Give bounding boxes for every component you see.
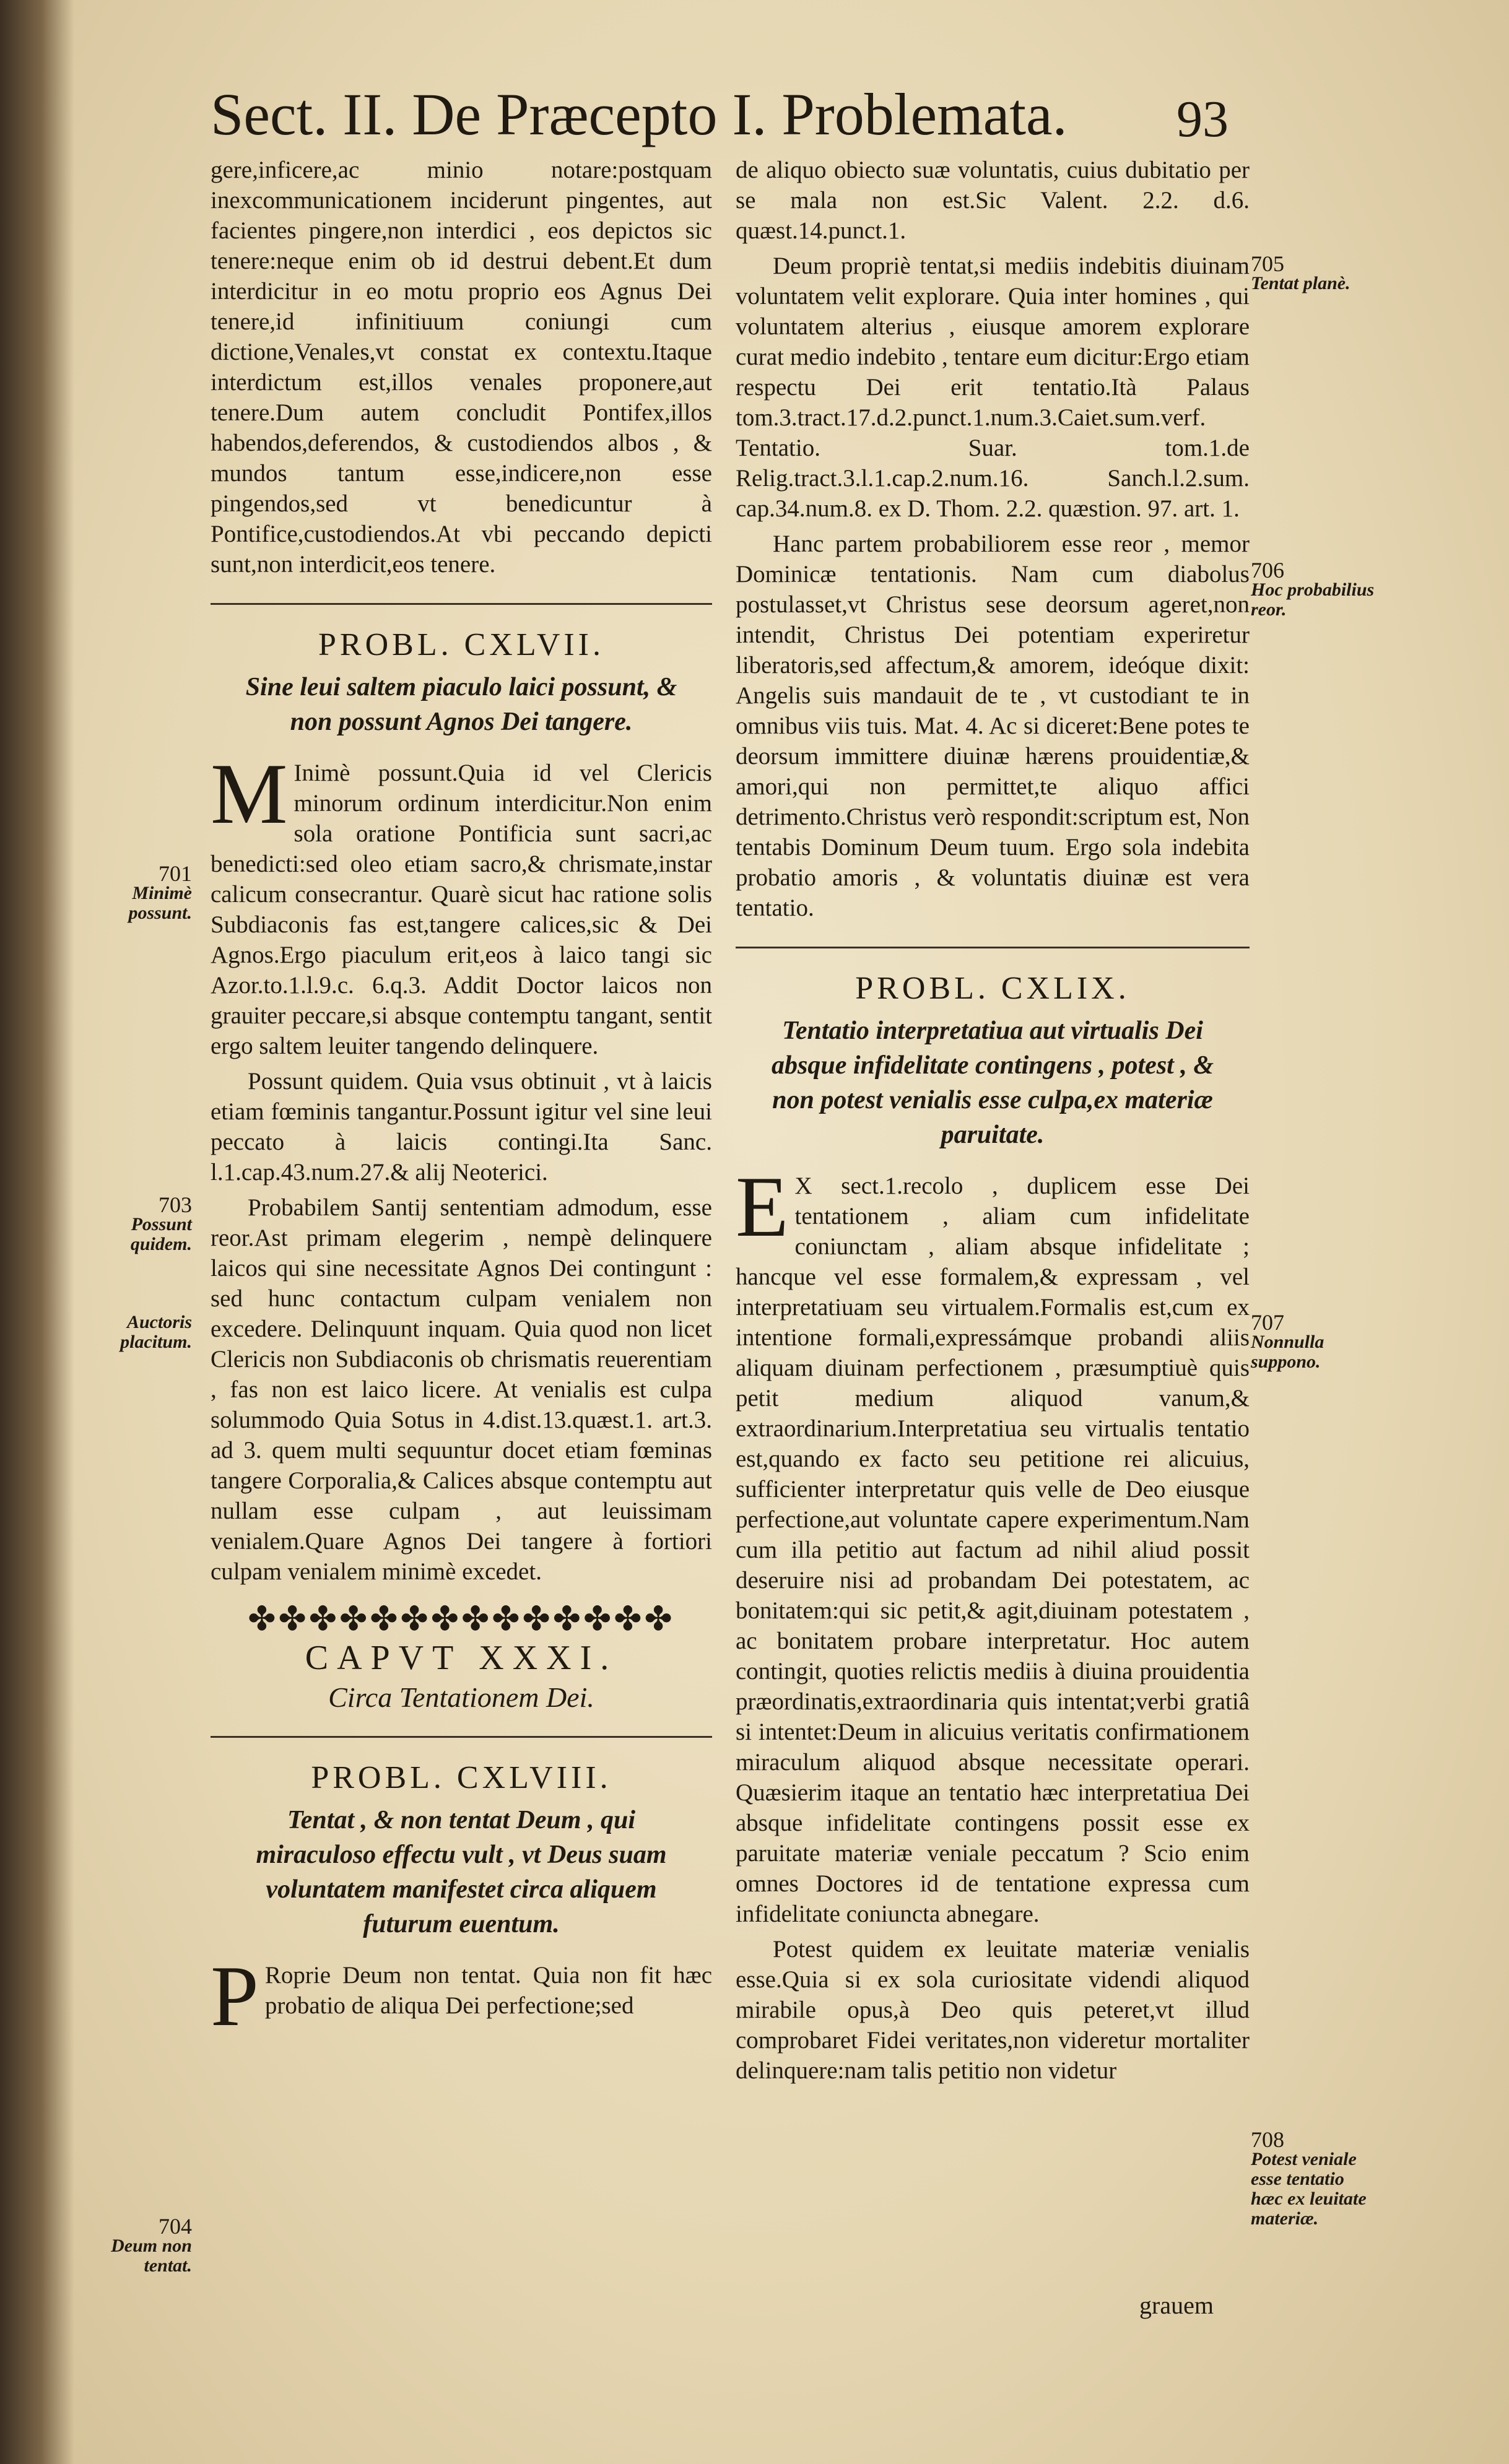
problem-statement-148: Tentat , & non tentat Deum , qui miraculoso effectu vult , vt Deus suam voluntatem manifestet circa aliquem futurum euentum.: [256, 1806, 667, 1938]
margin-note-number: 701: [159, 861, 192, 886]
problem-heading-149: PROBL. CXLIX.: [855, 971, 1130, 1006]
drop-cap: M: [211, 746, 288, 842]
margin-note-text: Hoc probabilius reor.: [1251, 579, 1375, 620]
running-header: Sect. II. De Præcepto I. Problemata.: [211, 81, 1068, 147]
margin-note-number: 706: [1251, 558, 1284, 583]
paragraph: Deum propriè tentat,si mediis indebitis diuinam voluntatem velit explorare. Quia inter homines , qui voluntatem alterius , eiusque amorem explorare curat medio indebito , tentare eum dicitur:Ergo etiam respectu Dei erit tentatio.Ità Palaus tom.3.tract.17.d.2.punct.1.num.3.Caiet.sum.verf. Tentatio. Suar. tom.1.de Relig.tract.3.l.1.cap.2.num.16. Sanch.l.2.sum. cap.34.num.8. ex D. Thom. 2.2. quæstion. 97. art. 1.: [736, 253, 1250, 522]
paragraph: Potest quidem ex leuitate materiæ venialis esse.Quia si ex sola curiositate videndi aliquod mirabile opus,à Deo quis peteret,vt illud comprobaret Fidei veritates,non videretur mortaliter delinquere:nam talis petitio non videtur: [736, 1936, 1250, 2084]
section-rule: [736, 947, 1250, 948]
paragraph: [211, 1948, 712, 2044]
page-number: 93: [1176, 90, 1229, 148]
margin-note-auctoris: [68, 1312, 192, 1352]
book-spine-shadow: [0, 0, 74, 2464]
margin-note-text: Tentat planè.: [1251, 273, 1350, 293]
paragraph: [211, 746, 712, 1061]
right-column: [736, 155, 1250, 2091]
margin-note-text: Nonnulla suppono.: [1251, 1332, 1324, 1372]
section-rule: [211, 603, 712, 605]
margin-note-708: [1251, 2127, 1375, 2229]
paragraph: Possunt quidem. Quia vsus obtinuit , vt à laicis etiam fœminis tangantur.Possunt igitur vel sine leui peccato à laicis contingi.Ita Sanc. l.1.cap.43.num.27.& alij Neoterici.: [211, 1068, 712, 1186]
left-column: [211, 155, 712, 2044]
margin-note-number: 704: [159, 2214, 192, 2239]
margin-note-text: Auctoris placitum.: [120, 1312, 192, 1352]
margin-note-text: Deum non tentat.: [111, 2236, 192, 2276]
catchword: grauem: [1139, 2291, 1214, 2319]
margin-note-text: Potest veniale esse tentatio hæc ex leuitate materiæ.: [1251, 2149, 1367, 2229]
margin-note-number: 705: [1251, 251, 1284, 276]
margin-note-number: 708: [1251, 2127, 1284, 2152]
paragraph-text: X sect.1.recolo , duplicem esse Dei tentationem , aliam cum infidelitate coniunctam , aliam absque infidelitate ; hancque vel esse formalem,& expressam , vel interpretatiuam seu virtualem.Formalis est,cum ex intentione formali,expressámque probandi aliis aliquam diuinam perfectionem , præsumptiuè quis petit medium aliquod vanum,& extraordinarium.Interpretatiua seu virtualis tentatio est,quando ex facto seu petitione rei alicuius, sufficienter interpretatur quis velle de Deo eiusque perfectione,aut voluntate capere experimentum.Nam cum illa petitio aut factum ad nihil aliud possit deseruire nisi ad probandam Dei potestatem, ac bonitatem:qui sic petit,& agit,diuinam potestatem , ac bonitatem probare interpretatur. Hoc autem contingit, quoties relictis mediis à diuina prouidentia præordinatis,extraordinaria quis intentat;verbi gratiâ si intentet:Deum in alicuius veritatis confirmationem miraculum aliquod absque necessitate operari. Quæsierim itaque an tentatio hæc interpretatiua Dei absque infidelitate contingens possit esse ex paruitate materiæ veniale peccatum ? Scio enim omnes Doctores id de tentatione expressa cum infidelitate coniuncta abnegare.: [736, 1173, 1250, 1927]
paragraph: Probabilem Santij sententiam admodum, esse reor.Ast primam elegerim , nempè delinquere laicos qui sine necessitate Agnos Dei contingunt : sed hunc contactum culpam venialem non excedere. Delinquunt inquam. Quia quod non licet Clericis non Subdiaconis ob chrismatis reuerentiam , fas non est laico licere. At venialis est culpa solummodo Quia Sotus in 4.dist.13.quæst.1. art.3. ad 3. quem multi sequuntur docet etiam fœminas tangere Corporalia,& Calices absque contemptu aut nullam esse culpam , aut leuissimam venialem.Quare Agnos Dei tangere à fortiori culpam venialem minimè excedet.: [211, 1194, 712, 1585]
problem-statement-147: Sine leui saltem piaculo laici possunt, & non possunt Agnos Dei tangere.: [245, 673, 677, 736]
chapter-heading: CAPVT XXXI.: [305, 1639, 618, 1677]
drop-cap: E: [736, 1159, 789, 1255]
margin-note-706: [1251, 560, 1375, 620]
margin-note-number: 703: [159, 1192, 192, 1217]
margin-note-705: [1251, 251, 1375, 293]
paragraph: Hanc partem probabiliorem esse reor , memor Dominicæ tentationis. Nam cum diabolus postulasset,vt Christus sese deorsum ageret,non intendit, Christus Dei potentiam experiretur liberatoris,sed affectum,& amorem, ideóque dixit: Angelis suis mandauit de te , vt custodiant te in omnibus viis tuis. Mat. 4. Ac si diceret:Bene potes te deorsum immittere diuinæ hærens prouidentiæ,& amori,qui non permittet,te aliquo affici detrimento.Christus verò respondit:scriptum est, Non tentabis Dominum Deum tuum. Ergo sola indebita probatio amoris , & voluntatis diuinæ est vera tentatio.: [736, 531, 1250, 921]
paragraph: de aliquo obiecto suæ voluntatis, cuius dubitatio per se mala non est.Sic Valent. 2.2. d.6. quæst.14.punct.1.: [736, 157, 1250, 244]
paragraph: [736, 1159, 1250, 1929]
margin-note-number: 707: [1251, 1310, 1284, 1335]
margin-note-703: [68, 1192, 192, 1254]
margin-note-text: Possunt quidem.: [130, 1214, 192, 1254]
margin-note-704: [68, 2216, 192, 2276]
paragraph: gere,inficere,ac minio notare:postquam inexcommunicationem inciderunt pingentes, aut facientes pingere,non interdici , eos depictos sic tenere:neque enim ob id destrui debent.Et dum interdicitur in eo motu proprio eos Agnus Dei tenere,id infinitiuum coniungi cum dictione,Venales,vt constat ex contextu.Itaque interdictum est,illos venales proponere,aut tenere.Dum autem concludit Pontifex,illos habendos,deferendos, & custodiendos albos , & mundos tantum esse,indicere,non esse pingendos,sed vt benedicuntur à Pontifice,custodiendos.At vbi peccando depicti sunt,non interdicit,eos tenere.: [211, 157, 712, 578]
section-rule: [211, 1736, 712, 1738]
fleuron-ornament-row: ✤✤✤✤✤✤✤✤✤✤✤✤✤✤: [248, 1600, 675, 1638]
margin-note-707: [1251, 1312, 1375, 1372]
paragraph-text: Inimè possunt.Quia id vel Clericis minorum ordinum interdicitur.Non enim sola oratione Pontificia sunt sacri,ac benedicti:sed oleo etiam sacro,& chrismate,instar calicum consecrantur. Quarè sicut hac ratione solis Subdiaconis fas est,tangere calices,sic & Dei Agnos.Ergo piaculum erit,eos à laico tangi sic Azor.to.1.l.9.c. 6.q.3. Addit Doctor laicos non grauiter peccare,si absque contemptu tangant, sentit ergo saltem leuiter tangendo delinquere.: [211, 760, 712, 1059]
chapter-subtitle: Circa Tentationem Dei.: [328, 1681, 594, 1713]
drop-cap: P: [211, 1948, 259, 2044]
problem-heading-148: PROBL. CXLVIII.: [311, 1760, 612, 1795]
paragraph-text: Roprie Deum non tentat. Quia non fit hæc probatio de aliqua Dei perfectione;sed: [264, 1962, 712, 2019]
margin-note-701: [68, 861, 192, 923]
problem-statement-149: Tentatio interpretatiua aut virtualis Dei absque infidelitate contingens , potest , & non potest venialis esse culpa,ex materiæ paruitate.: [771, 1017, 1214, 1149]
problem-heading-147: PROBL. CXLVII.: [318, 627, 604, 662]
margin-note-text: Minimè possunt.: [128, 883, 192, 923]
